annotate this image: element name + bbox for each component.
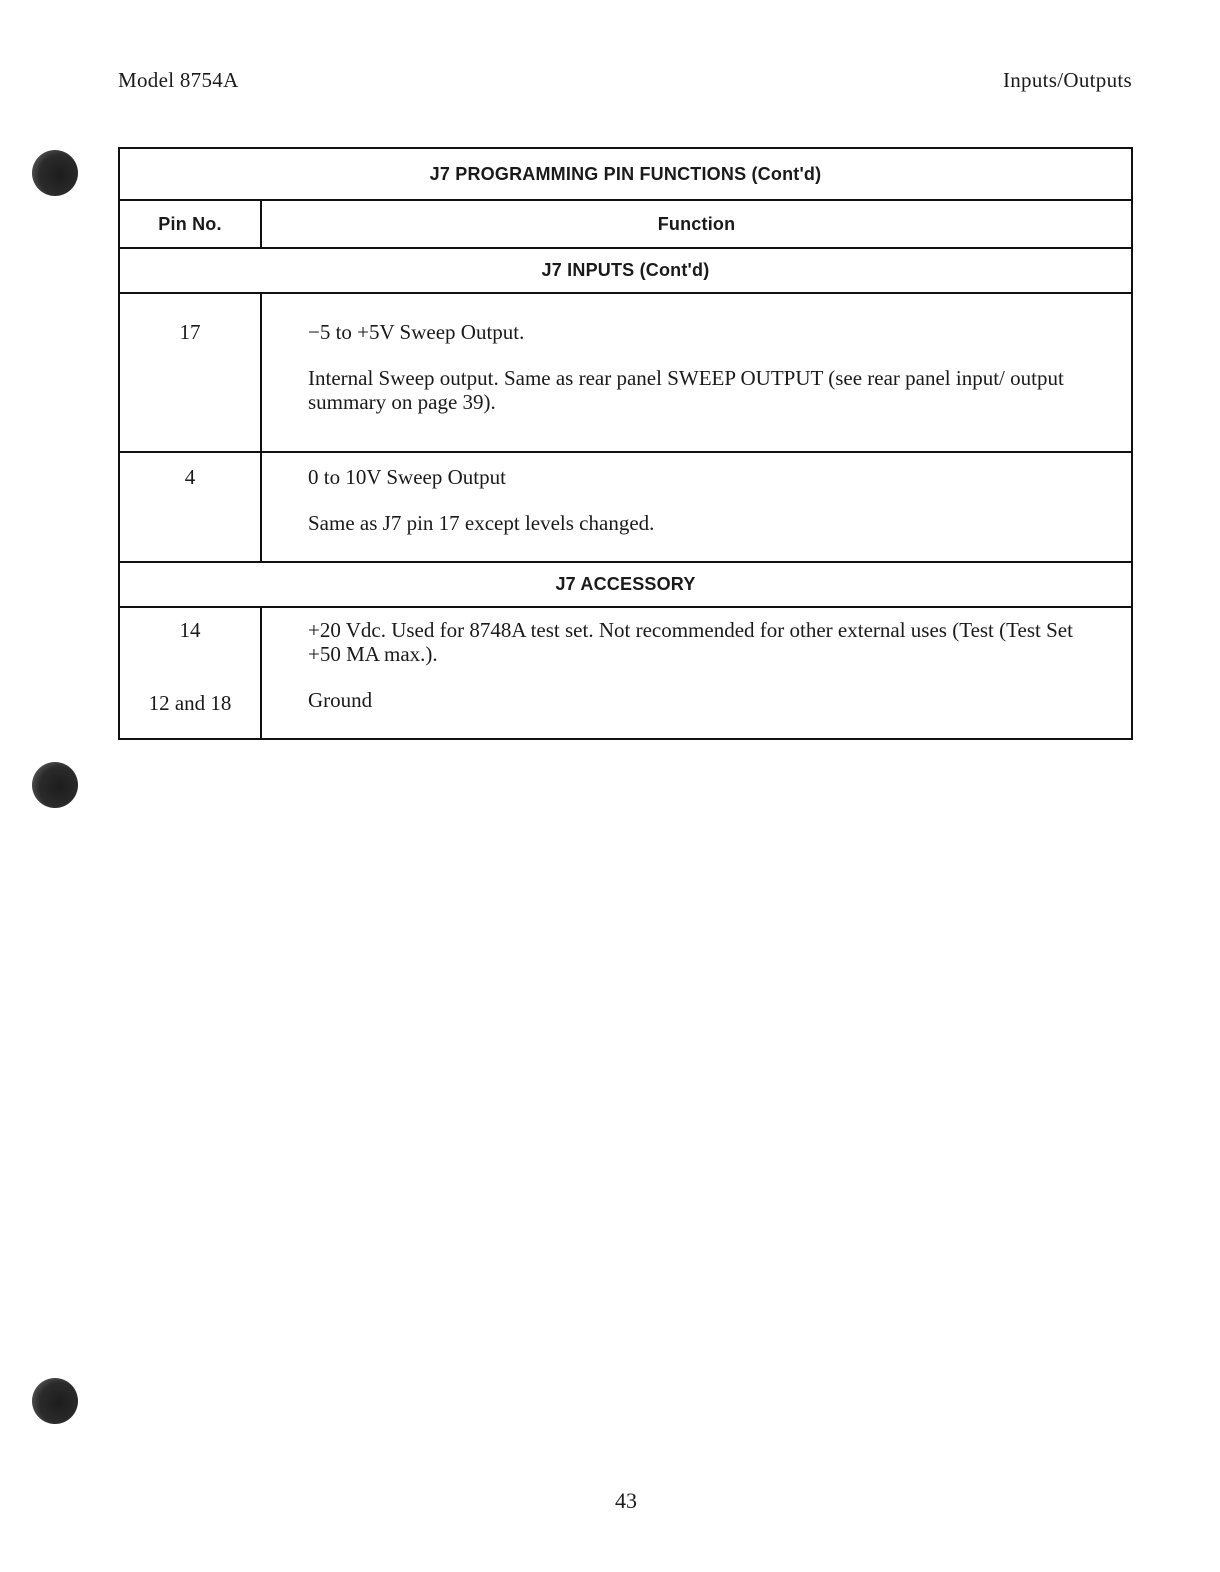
- pin-number: 17: [119, 293, 261, 452]
- function-cell: [261, 452, 1132, 562]
- function-title: 0 to 10V Sweep Output: [308, 465, 506, 489]
- function-description: Internal Sweep output. Same as rear panel SWEEP OUTPUT (see rear panel input/ output summary on page 39).: [308, 366, 1064, 414]
- header-section: Inputs/Outputs: [1002, 68, 1132, 92]
- function-title: −5 to +5V Sweep Output.: [308, 320, 525, 344]
- page-number: 43: [615, 1488, 637, 1513]
- function-cell: [261, 293, 1132, 452]
- punch-hole-middle: [32, 762, 78, 808]
- table-row: [119, 452, 1132, 562]
- function-title: Ground: [308, 688, 373, 712]
- pin-functions-table: [118, 147, 1133, 740]
- function-cell: [261, 607, 1132, 739]
- function-description: Same as J7 pin 17 except levels changed.: [308, 511, 655, 535]
- table-title: J7 PROGRAMMING PIN FUNCTIONS (Cont'd): [119, 148, 1132, 200]
- column-header-pin: Pin No.: [119, 200, 261, 248]
- table-row: [119, 293, 1132, 452]
- section-heading-inputs: J7 INPUTS (Cont'd): [119, 248, 1132, 293]
- header-model: Model 8754A: [118, 68, 239, 92]
- pin-number-group: [119, 607, 261, 739]
- pin-number: 14: [179, 618, 201, 642]
- function-title: +20 Vdc. Used for 8748A test set. Not recommended for other external uses (Test (Test Set +50 MA max.).: [308, 618, 1073, 666]
- punch-hole-bottom: [32, 1378, 78, 1424]
- punch-hole-top: [32, 150, 78, 196]
- pin-number: 12 and 18: [148, 691, 232, 715]
- column-header-function: Function: [261, 200, 1132, 248]
- table-row: [119, 607, 1132, 739]
- pin-number: 4: [119, 452, 261, 562]
- section-heading-accessory: J7 ACCESSORY: [119, 562, 1132, 607]
